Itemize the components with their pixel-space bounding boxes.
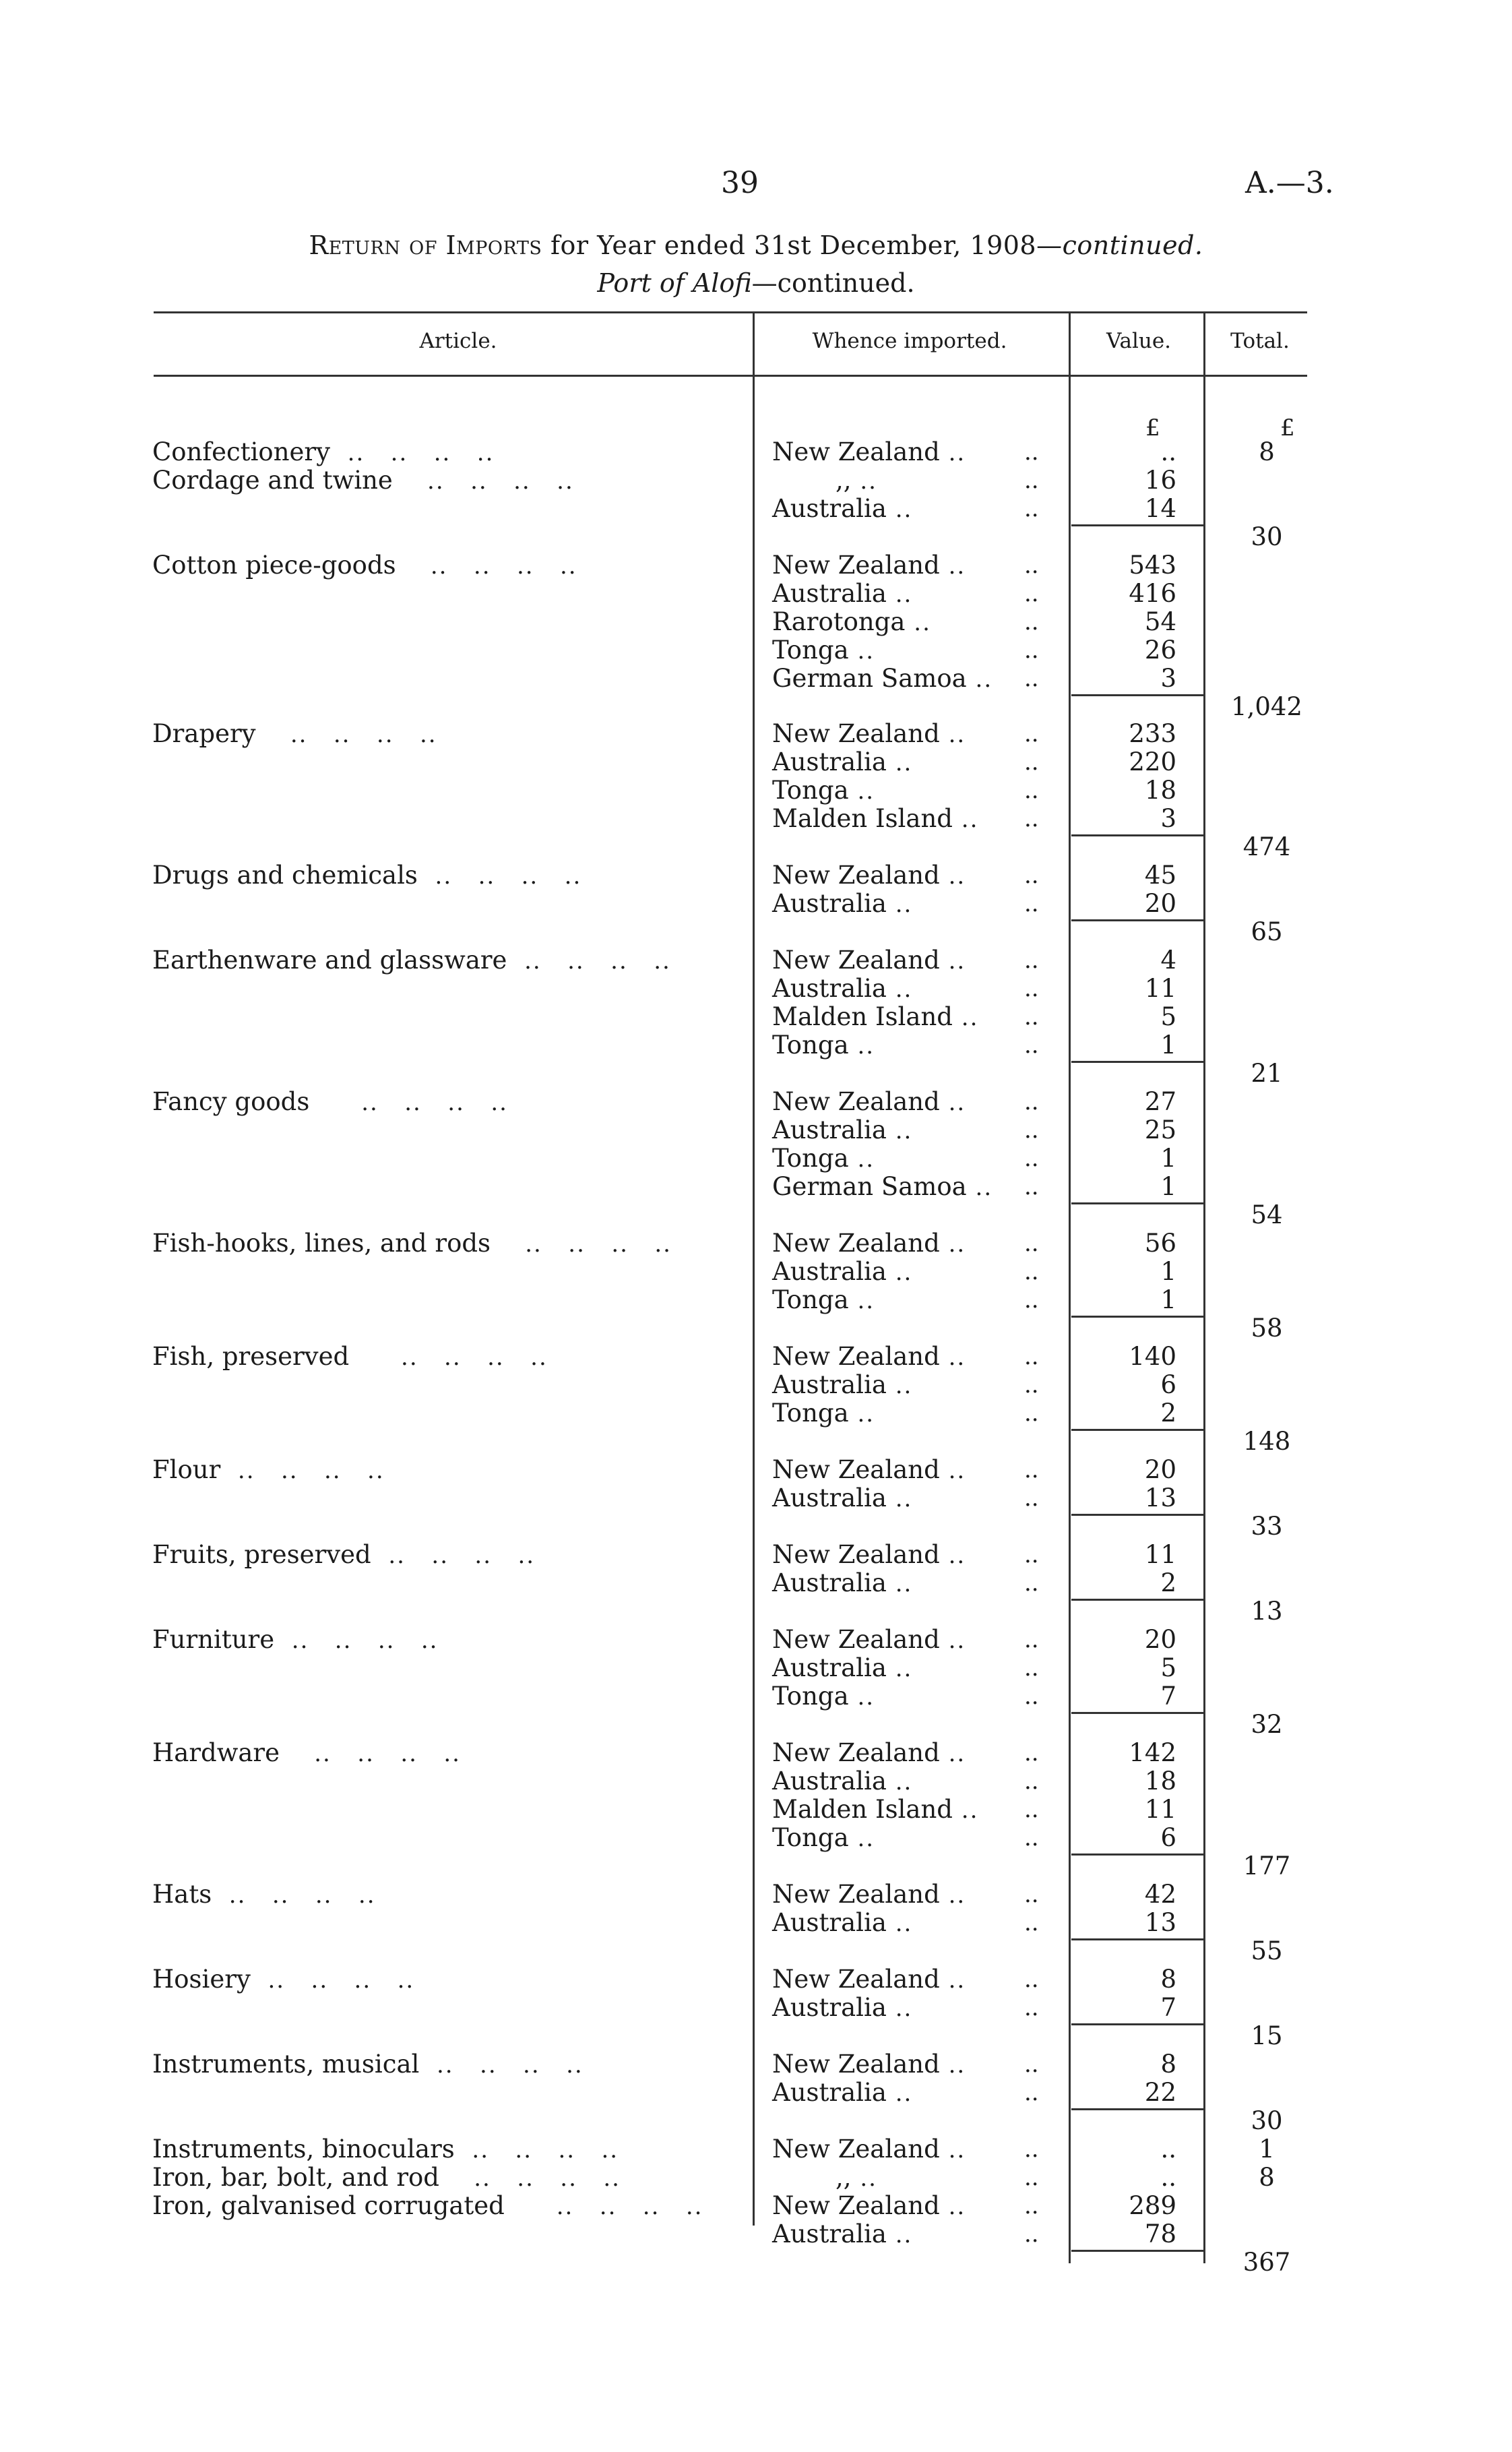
subtotal-rule bbox=[1071, 2023, 1205, 2025]
dot-leader: .. bbox=[1024, 947, 1039, 974]
article-name: Iron, galvanised corrugated .. .. .. .. bbox=[152, 2191, 703, 2220]
whence-imported: Rarotonga .. bbox=[772, 607, 931, 636]
dot-leader: .. bbox=[848, 1146, 875, 1173]
value-cell: 18 bbox=[1144, 776, 1176, 805]
value-cell: 1 bbox=[1160, 1144, 1176, 1173]
table-top-rule bbox=[154, 311, 1307, 313]
value-cell: 5 bbox=[1160, 1002, 1176, 1031]
whence-imported: New Zealand .. bbox=[772, 2135, 966, 2164]
total-cell: 55 bbox=[1251, 1936, 1283, 1965]
total-cell: 8 bbox=[1259, 437, 1275, 466]
value-cell: 1 bbox=[1160, 1257, 1176, 1286]
dot-leader: .. bbox=[939, 439, 966, 466]
article-name: Iron, bar, bolt, and rod .. .. .. .. bbox=[152, 2163, 621, 2192]
dot-leader: .. .. .. .. bbox=[419, 2052, 584, 2079]
whence-imported: Australia .. bbox=[772, 1370, 913, 1399]
whence-imported: Malden Island .. bbox=[772, 804, 979, 833]
article-name: Fish-hooks, lines, and rods .. .. .. .. bbox=[152, 1229, 672, 1258]
total-cell: 177 bbox=[1242, 1851, 1291, 1880]
dot-leader: .. bbox=[1024, 862, 1039, 889]
dot-leader: .. bbox=[1024, 1683, 1039, 1710]
total-cell: 8 bbox=[1259, 2163, 1275, 2192]
whence-imported: Malden Island .. bbox=[772, 1002, 979, 1031]
value-cell: 78 bbox=[1144, 2219, 1176, 2248]
dot-leader: .. bbox=[952, 1797, 979, 1824]
dot-leader: .. bbox=[886, 1117, 913, 1144]
whence-imported: New Zealand .. bbox=[772, 2050, 966, 2079]
total-cell: 1 bbox=[1259, 2135, 1275, 2164]
dot-leader: .. bbox=[1024, 495, 1039, 522]
dot-leader: .. .. .. .. bbox=[274, 1627, 439, 1654]
value-cell: 142 bbox=[1129, 1738, 1176, 1767]
total-cell: 33 bbox=[1251, 1512, 1283, 1541]
whence-imported: Australia .. bbox=[772, 1653, 913, 1682]
dot-leader: .. bbox=[886, 1570, 913, 1597]
whence-imported: Tonga .. bbox=[772, 1682, 875, 1711]
article-name: Drugs and chemicals .. .. .. .. bbox=[152, 861, 582, 890]
whence-imported: New Zealand .. bbox=[772, 551, 966, 580]
value-cell: 140 bbox=[1129, 1342, 1176, 1371]
dot-leader: .. bbox=[848, 1287, 875, 1314]
dot-leader: .. bbox=[848, 778, 875, 805]
title-suffix: continued. bbox=[1062, 231, 1203, 260]
whence-imported: New Zealand .. bbox=[772, 861, 966, 890]
dot-leader: .. .. .. .. bbox=[504, 2193, 703, 2220]
value-cell: 289 bbox=[1129, 2191, 1176, 2220]
subtotal-rule bbox=[1071, 1712, 1205, 1714]
article-name: Flour .. .. .. .. bbox=[152, 1455, 385, 1484]
dot-leader: .. bbox=[1024, 609, 1039, 636]
article-name: Furniture .. .. .. .. bbox=[152, 1625, 439, 1654]
title-prefix: Return of Imports bbox=[309, 231, 542, 260]
article-name: Instruments, musical .. .. .. .. bbox=[152, 2050, 584, 2079]
dot-leader: .. bbox=[1024, 1230, 1039, 1257]
header-whence: Whence imported. bbox=[812, 329, 1007, 353]
total-cell: 15 bbox=[1251, 2021, 1283, 2050]
subtotal-rule bbox=[1071, 524, 1205, 526]
dot-leader: .. bbox=[1024, 1400, 1039, 1427]
dot-leader: .. bbox=[939, 1344, 966, 1371]
value-cell: 22 bbox=[1144, 2078, 1176, 2107]
dot-leader: .. .. .. .. bbox=[212, 1882, 376, 1909]
subtotal-rule bbox=[1071, 1316, 1205, 1318]
dot-leader: .. bbox=[966, 1174, 993, 1201]
value-column-rule-right bbox=[1203, 311, 1205, 2263]
dot-leader: .. bbox=[939, 948, 966, 975]
value-cell: 3 bbox=[1160, 804, 1176, 833]
dot-leader: .. bbox=[886, 1485, 913, 1512]
dot-leader: .. bbox=[886, 976, 913, 1003]
whence-imported: New Zealand .. bbox=[772, 1965, 966, 1994]
dot-leader: .. bbox=[1024, 1032, 1039, 1059]
whence-imported: New Zealand .. bbox=[772, 437, 966, 466]
whence-imported: Australia .. bbox=[772, 579, 913, 608]
dot-leader: .. bbox=[939, 1457, 966, 1484]
value-cell: 416 bbox=[1129, 579, 1176, 608]
value-cell: 14 bbox=[1144, 494, 1176, 523]
value-cell: .. bbox=[1160, 2163, 1176, 2192]
dot-leader: .. bbox=[886, 1372, 913, 1399]
dot-leader: .. .. .. .. bbox=[280, 1740, 461, 1767]
value-cell: 56 bbox=[1144, 1229, 1176, 1258]
dot-leader: .. bbox=[886, 891, 913, 918]
dot-leader: .. bbox=[1024, 1796, 1039, 1823]
dot-leader: .. bbox=[939, 2193, 966, 2220]
dot-leader: .. bbox=[1024, 975, 1039, 1002]
total-cell: 1,042 bbox=[1231, 692, 1302, 721]
dot-leader: .. bbox=[886, 1655, 913, 1682]
whence-imported: New Zealand .. bbox=[772, 1229, 966, 1258]
dot-leader: .. bbox=[1024, 665, 1039, 692]
dot-leader: .. bbox=[1024, 1825, 1039, 1851]
value-cell: 4 bbox=[1160, 946, 1176, 975]
value-cell: 2 bbox=[1160, 1568, 1176, 1597]
dot-leader: .. bbox=[952, 806, 979, 833]
whence-imported: Australia .. bbox=[772, 2078, 913, 2107]
dot-leader: .. bbox=[939, 553, 966, 580]
value-cell: 27 bbox=[1144, 1087, 1176, 1116]
total-cell: 21 bbox=[1251, 1059, 1283, 1088]
whence-imported: Tonga .. bbox=[772, 1399, 875, 1428]
whence-imported: New Zealand .. bbox=[772, 1738, 966, 1767]
whence-imported: German Samoa .. bbox=[772, 664, 993, 693]
article-name: Fish, preserved .. .. .. .. bbox=[152, 1342, 548, 1371]
whence-imported: Tonga .. bbox=[772, 636, 875, 665]
value-cell: 3 bbox=[1160, 664, 1176, 693]
dot-leader: .. bbox=[1024, 2136, 1039, 2163]
subtotal-rule bbox=[1071, 1202, 1205, 1204]
value-cell: 25 bbox=[1144, 1115, 1176, 1144]
value-cell: 20 bbox=[1144, 1455, 1176, 1484]
subtotal-rule bbox=[1071, 919, 1205, 921]
dot-leader: .. bbox=[1024, 1966, 1039, 1993]
dot-leader: .. bbox=[952, 1004, 979, 1031]
whence-imported: New Zealand .. bbox=[772, 1625, 966, 1654]
value-column-rule-left bbox=[1069, 311, 1071, 2263]
value-cell: 6 bbox=[1160, 1823, 1176, 1852]
article-name: Hats .. .. .. .. bbox=[152, 1880, 376, 1909]
value-cell: 20 bbox=[1144, 889, 1176, 918]
value-cell: 13 bbox=[1144, 1908, 1176, 1937]
dot-leader: .. .. .. .. bbox=[439, 2165, 621, 2192]
dot-leader: .. bbox=[848, 1825, 875, 1852]
dot-leader: .. bbox=[886, 581, 913, 608]
dot-leader: .. bbox=[886, 749, 913, 776]
article-name: Hardware .. .. .. .. bbox=[152, 1738, 461, 1767]
article-name: Hosiery .. .. .. .. bbox=[152, 1965, 415, 1994]
dot-leader: .. bbox=[1024, 1089, 1039, 1115]
value-cell: .. bbox=[1160, 437, 1176, 466]
whence-imported: Tonga .. bbox=[772, 1823, 875, 1852]
dot-leader: .. bbox=[1024, 552, 1039, 579]
dot-leader: .. bbox=[939, 1740, 966, 1767]
dot-leader: .. .. .. .. bbox=[454, 2137, 619, 2164]
dot-leader: .. .. .. .. bbox=[392, 468, 574, 495]
total-cell: 58 bbox=[1251, 1314, 1283, 1343]
value-cell: 1 bbox=[1160, 1172, 1176, 1201]
whence-imported: Australia .. bbox=[772, 1115, 913, 1144]
subtotal-rule bbox=[1071, 1599, 1205, 1601]
whence-column-rule bbox=[753, 311, 755, 2226]
total-cell: 474 bbox=[1242, 832, 1291, 861]
whence-imported: New Zealand .. bbox=[772, 1455, 966, 1484]
whence-imported: New Zealand .. bbox=[772, 1880, 966, 1909]
dot-leader: .. bbox=[886, 1910, 913, 1937]
total-unit: £ bbox=[1280, 415, 1295, 441]
value-cell: .. bbox=[1160, 2135, 1176, 2164]
dot-leader: .. bbox=[1024, 439, 1039, 466]
dot-leader: .. bbox=[848, 1684, 875, 1711]
dot-leader: .. bbox=[886, 1995, 913, 2022]
header-article: Article. bbox=[419, 329, 497, 353]
dot-leader: .. bbox=[1024, 1145, 1039, 1172]
dot-leader: .. .. .. .. bbox=[396, 553, 577, 580]
whence-imported: Australia .. bbox=[772, 2219, 913, 2248]
whence-imported: New Zealand .. bbox=[772, 2191, 966, 2220]
dot-leader: .. bbox=[939, 2137, 966, 2164]
whence-imported: Australia .. bbox=[772, 1257, 913, 1286]
dot-leader: .. bbox=[939, 1231, 966, 1258]
dot-leader: .. bbox=[1024, 1485, 1039, 1512]
dot-leader: .. bbox=[939, 1627, 966, 1654]
value-cell: 5 bbox=[1160, 1653, 1176, 1682]
value-cell: 8 bbox=[1160, 1965, 1176, 1994]
article-name: Drapery .. .. .. .. bbox=[152, 719, 437, 748]
dot-leader: .. bbox=[851, 468, 877, 495]
article-name: Cordage and twine .. .. .. .. bbox=[152, 466, 574, 495]
value-cell: 54 bbox=[1144, 607, 1176, 636]
value-cell: 233 bbox=[1129, 719, 1176, 748]
value-cell: 543 bbox=[1129, 551, 1176, 580]
header-value: Value. bbox=[1106, 329, 1172, 353]
value-cell: 1 bbox=[1160, 1031, 1176, 1060]
whence-imported: Australia .. bbox=[772, 1993, 913, 2022]
dot-leader: .. .. .. .. bbox=[417, 863, 582, 890]
whence-imported: Malden Island .. bbox=[772, 1795, 979, 1824]
whence-imported: Australia .. bbox=[772, 747, 913, 776]
dot-leader: .. bbox=[1024, 580, 1039, 607]
document-reference: A.—3. bbox=[1245, 166, 1334, 200]
value-cell: 13 bbox=[1144, 1483, 1176, 1512]
dot-leader: .. bbox=[1024, 1173, 1039, 1200]
whence-imported: Australia .. bbox=[772, 1767, 913, 1796]
dot-leader: .. bbox=[939, 1542, 966, 1569]
dot-leader: .. bbox=[1024, 1004, 1039, 1031]
dot-leader: .. bbox=[848, 1033, 875, 1060]
dot-leader: .. bbox=[939, 721, 966, 748]
value-cell: 20 bbox=[1144, 1625, 1176, 1654]
value-cell: 1 bbox=[1160, 1285, 1176, 1314]
dot-leader: .. bbox=[939, 2052, 966, 2079]
article-name: Confectionery .. .. .. .. bbox=[152, 437, 495, 466]
dot-leader: .. bbox=[1024, 1740, 1039, 1767]
dot-leader: .. bbox=[886, 2080, 913, 2107]
dot-leader: .. bbox=[1024, 1909, 1039, 1936]
whence-imported: Australia .. bbox=[772, 494, 913, 523]
dot-leader: .. bbox=[1024, 1258, 1039, 1285]
dot-leader: .. .. .. .. bbox=[349, 1344, 548, 1371]
total-cell: 13 bbox=[1251, 1597, 1283, 1626]
whence-imported: Australia .. bbox=[772, 974, 913, 1003]
subtotal-rule bbox=[1071, 694, 1205, 696]
dot-leader: .. bbox=[1024, 1570, 1039, 1597]
dot-leader: .. bbox=[1024, 2079, 1039, 2106]
value-unit: £ bbox=[1145, 415, 1160, 441]
whence-imported: Tonga .. bbox=[772, 1031, 875, 1060]
subtotal-rule bbox=[1071, 1429, 1205, 1431]
whence-imported: Tonga .. bbox=[772, 776, 875, 805]
total-cell: 148 bbox=[1242, 1427, 1291, 1456]
whence-imported: Australia .. bbox=[772, 889, 913, 918]
dot-leader: .. bbox=[1024, 1768, 1039, 1795]
subtotal-rule bbox=[1071, 2250, 1205, 2252]
dot-leader: .. bbox=[966, 666, 993, 693]
value-cell: 7 bbox=[1160, 1682, 1176, 1711]
page-title bbox=[0, 231, 1512, 260]
dot-leader: .. .. .. .. bbox=[309, 1089, 508, 1116]
dot-leader: .. bbox=[886, 496, 913, 523]
whence-imported: Australia .. bbox=[772, 1483, 913, 1512]
whence-imported: ,, .. bbox=[836, 466, 877, 495]
value-cell: 2 bbox=[1160, 1399, 1176, 1428]
value-cell: 220 bbox=[1129, 747, 1176, 776]
dot-leader: .. bbox=[1024, 2164, 1039, 2191]
page-number: 39 bbox=[721, 166, 759, 200]
dot-leader: .. bbox=[1024, 1372, 1039, 1399]
dot-leader: .. bbox=[1024, 2051, 1039, 2078]
dot-leader: .. bbox=[886, 2221, 913, 2248]
total-cell: 30 bbox=[1251, 2106, 1283, 2135]
header-total: Total. bbox=[1230, 329, 1290, 353]
dot-leader: .. bbox=[1024, 1457, 1039, 1483]
subtitle-port: Port of Alofi bbox=[597, 268, 752, 298]
subtotal-rule bbox=[1071, 1061, 1205, 1063]
dot-leader: .. .. .. .. bbox=[255, 721, 437, 748]
total-cell: 367 bbox=[1242, 2248, 1291, 2277]
dot-leader: .. bbox=[1024, 1287, 1039, 1314]
dot-leader: .. bbox=[939, 1089, 966, 1116]
dot-leader: .. bbox=[1024, 2193, 1039, 2219]
whence-imported: Tonga .. bbox=[772, 1285, 875, 1314]
value-cell: 11 bbox=[1144, 1540, 1176, 1569]
dot-leader: .. bbox=[1024, 1541, 1039, 1568]
value-cell: 8 bbox=[1160, 2050, 1176, 2079]
dot-leader: .. bbox=[1024, 1655, 1039, 1682]
whence-imported: German Samoa .. bbox=[772, 1172, 993, 1201]
article-name: Cotton piece-goods .. .. .. .. bbox=[152, 551, 577, 580]
dot-leader: .. .. .. .. bbox=[220, 1457, 385, 1484]
dot-leader: .. bbox=[1024, 749, 1039, 776]
dot-leader: .. bbox=[1024, 721, 1039, 747]
dot-leader: .. bbox=[1024, 467, 1039, 494]
dot-leader: .. bbox=[886, 1769, 913, 1796]
whence-imported: Australia .. bbox=[772, 1908, 913, 1937]
value-cell: 6 bbox=[1160, 1370, 1176, 1399]
dot-leader: .. bbox=[939, 1882, 966, 1909]
whence-imported: New Zealand .. bbox=[772, 1540, 966, 1569]
dot-leader: .. .. .. .. bbox=[250, 1967, 415, 1994]
dot-leader: .. .. .. .. bbox=[507, 948, 671, 975]
article-name: Instruments, binoculars .. .. .. .. bbox=[152, 2135, 619, 2164]
value-cell: 11 bbox=[1144, 974, 1176, 1003]
subtotal-rule bbox=[1071, 1938, 1205, 1940]
header-bottom-rule bbox=[154, 375, 1307, 377]
page-subtitle bbox=[0, 268, 1512, 298]
dot-leader: .. bbox=[848, 1401, 875, 1428]
dot-leader: .. bbox=[1024, 1117, 1039, 1144]
dot-leader: .. bbox=[1024, 777, 1039, 804]
value-cell: 42 bbox=[1144, 1880, 1176, 1909]
whence-imported: New Zealand .. bbox=[772, 719, 966, 748]
subtotal-rule bbox=[1071, 1853, 1205, 1856]
article-name: Fruits, preserved .. .. .. .. bbox=[152, 1540, 536, 1569]
total-cell: 32 bbox=[1251, 1710, 1283, 1739]
dot-leader: .. bbox=[1024, 2221, 1039, 2248]
subtotal-rule bbox=[1071, 2108, 1205, 2110]
subtitle-rest: —continued. bbox=[751, 268, 915, 298]
whence-imported: Australia .. bbox=[772, 1568, 913, 1597]
whence-imported: New Zealand .. bbox=[772, 1342, 966, 1371]
subtotal-rule bbox=[1071, 834, 1205, 836]
dot-leader: .. bbox=[1024, 1994, 1039, 2021]
dot-leader: .. bbox=[939, 863, 966, 890]
dot-leader: .. .. .. .. bbox=[371, 1542, 536, 1569]
value-cell: 11 bbox=[1144, 1795, 1176, 1824]
whence-imported: ,, .. bbox=[836, 2163, 877, 2192]
article-name: Fancy goods .. .. .. .. bbox=[152, 1087, 508, 1116]
value-cell: 18 bbox=[1144, 1767, 1176, 1796]
dot-leader: .. .. .. .. bbox=[491, 1231, 672, 1258]
dot-leader: .. .. .. .. bbox=[330, 439, 495, 466]
dot-leader: .. bbox=[1024, 1343, 1039, 1370]
value-cell: 7 bbox=[1160, 1993, 1176, 2022]
subtotal-rule bbox=[1071, 1514, 1205, 1516]
dot-leader: .. bbox=[1024, 890, 1039, 917]
title-middle: for Year ended 31st December, 1908— bbox=[542, 231, 1063, 260]
value-cell: 16 bbox=[1144, 466, 1176, 495]
whence-imported: Tonga .. bbox=[772, 1144, 875, 1173]
dot-leader: .. bbox=[1024, 637, 1039, 664]
dot-leader: .. bbox=[886, 1259, 913, 1286]
dot-leader: .. bbox=[851, 2165, 877, 2192]
dot-leader: .. bbox=[1024, 1626, 1039, 1653]
value-cell: 26 bbox=[1144, 636, 1176, 665]
value-cell: 45 bbox=[1144, 861, 1176, 890]
total-cell: 30 bbox=[1251, 522, 1283, 551]
dot-leader: .. bbox=[905, 609, 931, 636]
dot-leader: .. bbox=[939, 1967, 966, 1994]
article-name: Earthenware and glassware .. .. .. .. bbox=[152, 946, 671, 975]
whence-imported: New Zealand .. bbox=[772, 946, 966, 975]
whence-imported: New Zealand .. bbox=[772, 1087, 966, 1116]
total-cell: 65 bbox=[1251, 917, 1283, 946]
total-cell: 54 bbox=[1251, 1200, 1283, 1229]
dot-leader: .. bbox=[1024, 1881, 1039, 1908]
dot-leader: .. bbox=[848, 638, 875, 665]
dot-leader: .. bbox=[1024, 805, 1039, 832]
